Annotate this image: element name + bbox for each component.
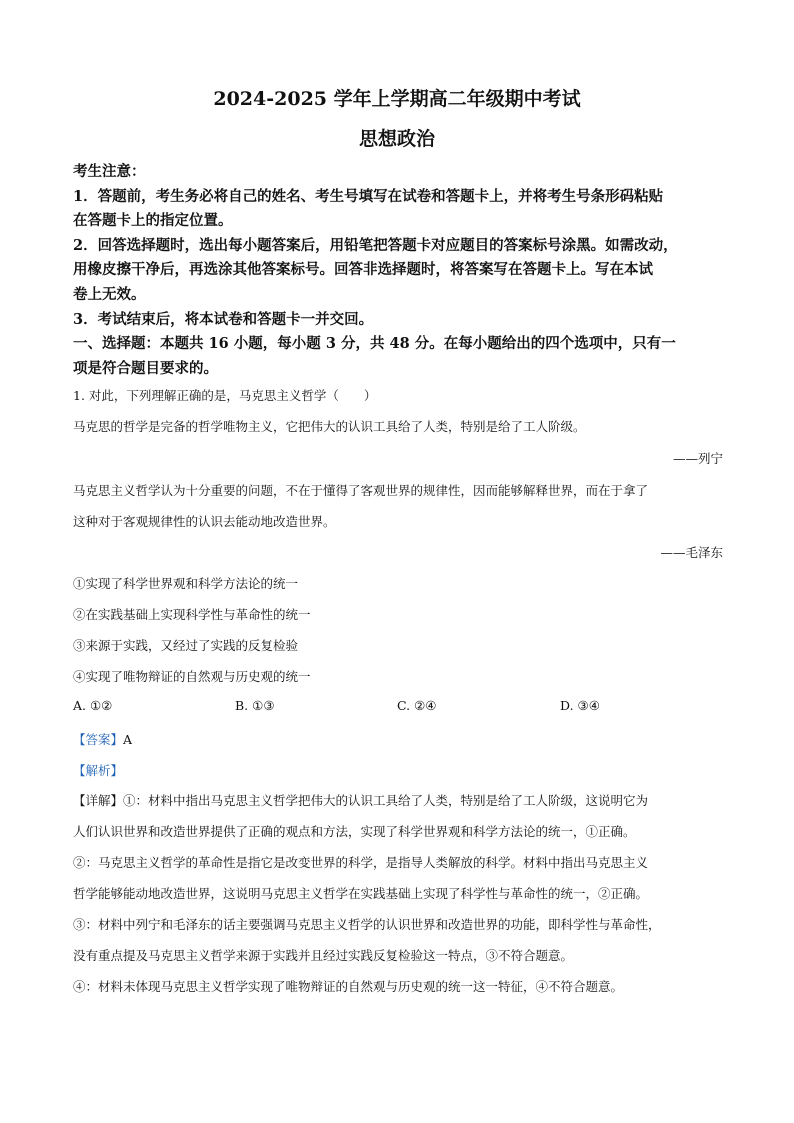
notice-item-2-line-2: 用橡皮擦干净后，再选涂其他答案标号。回答非选择题时，将答案写在答题卡上。写在本试 (73, 261, 653, 279)
notice-item-1-line-2: 在答题卡上的指定位置。 (73, 212, 233, 230)
quote-1: 马克思的哲学是完备的哲学唯物主义，它把伟大的认识工具给了人类，特别是给了工人阶级。 (73, 419, 586, 434)
section-heading-line-1: 一、选择题：本题共 16 小题，每小题 3 分，共 48 分。在每小题给出的四个选项中，只有一 (73, 335, 676, 353)
detail-paragraphs (73, 785, 723, 1002)
statement-3: ③来源于实践，又经过了实践的反复检验 (73, 638, 299, 653)
detail-1-line-2: 人们认识世界和改造世界提供了正确的观点和方法，实现了科学世界观和科学方法论的统一，①正确。 (73, 824, 636, 839)
notice-item-2-line-3: 卷上无效。 (73, 285, 146, 303)
answer-value: A (123, 732, 133, 747)
exam-title: 2024-2025 学年上学期高二年级期中考试 (213, 88, 581, 110)
notice-item-1-line-1: 1．答题前，考生务必将自己的姓名、考生号填写在试卷和答题卡上，并将考生号条形码粘贴 (73, 187, 664, 205)
detail-4: ④：材料未体现马克思主义哲学实现了唯物辩证的自然观与历史观的统一这一特征，④不符合题意。 (73, 979, 624, 994)
detail-2-line-2: 哲学能够能动地改造世界，这说明马克思主义哲学在实践基础上实现了科学性与革命性的统一，②正确。 (73, 886, 649, 901)
detail-1-line-1 (73, 785, 723, 816)
analysis-line (73, 761, 723, 779)
detail-3-line-1: ③：材料中列宁和毛泽东的话主要强调马克思主义哲学的认识世界和改造世界的功能，即科学性与革命性， (73, 917, 661, 932)
option-b: B. ①③ (235, 698, 275, 713)
statement-4: ④实现了唯物辩证的自然观与历史观的统一 (73, 669, 311, 684)
detail-3-line-2: 没有重点提及马克思主义哲学来源于实践并且经过实践反复检验这一特点，③不符合题意。 (73, 948, 574, 963)
option-d: D. ③④ (560, 698, 600, 713)
statement-2: ②在实践基础上实现科学性与革命性的统一 (73, 607, 311, 622)
statement-1: ①实现了科学世界观和科学方法论的统一 (73, 576, 299, 591)
option-a: A. ①② (73, 698, 113, 713)
answer-tag: 【答案】 (73, 732, 124, 747)
section-heading-line-2: 项是符合题目要求的。 (73, 359, 218, 377)
detail-tag: 【详解】 (73, 793, 124, 808)
notice-heading: 考生注意： (73, 163, 146, 180)
exam-notice (73, 160, 723, 381)
quote-2-line-1: 马克思主义哲学认为十分重要的问题，不在于懂得了客观世界的规律性，因而能够解释世界，而在于拿了 (73, 483, 649, 498)
question-1-stem: 1. 对此，下列理解正确的是，马克思主义哲学（ ） (73, 388, 377, 403)
option-c: C. ②④ (397, 698, 437, 713)
detail-1-text: ①：材料中指出马克思主义哲学把伟大的认识工具给了人类，特别是给了工人阶级，这说明它为 (123, 793, 649, 808)
notice-item-3: 3．考试结束后，将本试卷和答题卡一并交回。 (73, 310, 374, 328)
analysis-tag: 【解析】 (73, 763, 124, 778)
notice-item-2-line-1: 2．回答选择题时，选出每小题答案后，用铅笔把答题卡对应题目的答案标号涂黑。如需改动， (73, 236, 678, 254)
detail-2-line-1: ②：马克思主义哲学的革命性是指它是改变世界的科学，是指导人类解放的科学。材料中指出马克思主义 (73, 855, 649, 870)
exam-subject: 思想政治 (358, 128, 435, 150)
quote-2-line-2: 这种对于客观规律性的认识去能动地改造世界。 (73, 514, 336, 529)
quote-2-source: ——毛泽东 (660, 545, 723, 560)
answer-line (73, 730, 723, 748)
quote-1-source: ——列宁 (672, 451, 723, 466)
